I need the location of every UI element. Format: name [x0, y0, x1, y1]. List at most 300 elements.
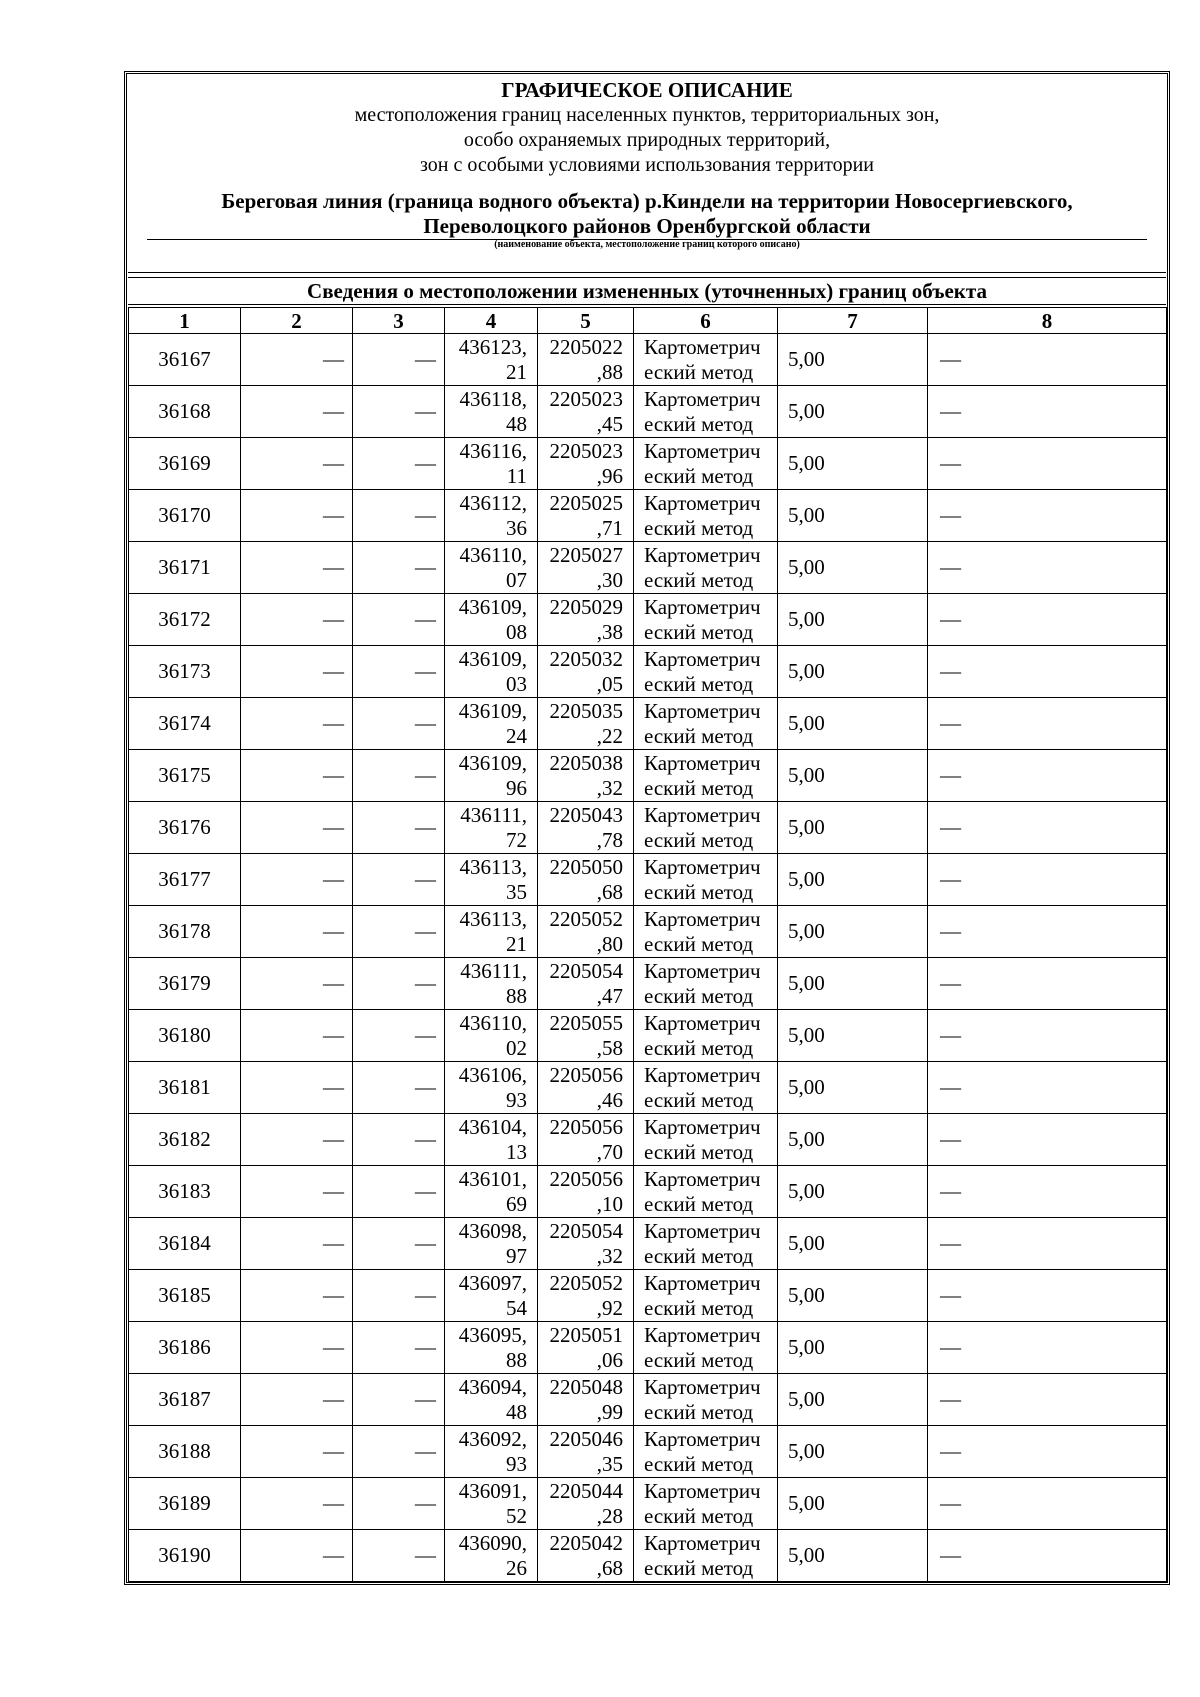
- coord-y-part: ,32: [596, 1243, 623, 1268]
- cell-col2: —: [241, 802, 353, 854]
- cell-col8: —: [928, 1426, 1167, 1478]
- accuracy: 5,00: [778, 646, 928, 698]
- cell-col3: —: [353, 1218, 445, 1270]
- point-number: 36187: [129, 1374, 241, 1426]
- coord-y-part: ,38: [596, 619, 623, 644]
- cell-col2: —: [241, 1166, 353, 1218]
- coord-y-part: 2205038: [549, 750, 623, 775]
- coord-x-part: 436104,: [458, 1114, 527, 1139]
- cell-col2: —: [241, 1010, 353, 1062]
- coord-y-part: ,47: [596, 983, 623, 1008]
- table-row: [129, 1166, 1167, 1218]
- coord-y-part: ,96: [596, 463, 623, 488]
- coord-x: [445, 1114, 538, 1166]
- method-part: еский метод: [644, 1243, 754, 1268]
- point-number: 36188: [129, 1426, 241, 1478]
- coord-x: [445, 1166, 538, 1218]
- point-number: 36185: [129, 1270, 241, 1322]
- table-row: [129, 386, 1167, 438]
- method: [634, 1478, 778, 1530]
- cell-col3: —: [353, 1166, 445, 1218]
- method: [634, 958, 778, 1010]
- accuracy: 5,00: [778, 490, 928, 542]
- cell-col2: —: [241, 1530, 353, 1582]
- coord-x-part: 88: [506, 1347, 527, 1372]
- method-part: еский метод: [644, 359, 754, 384]
- coord-y-part: 2205025: [549, 490, 623, 515]
- method-part: еский метод: [644, 931, 754, 956]
- coord-x-part: 08: [506, 619, 527, 644]
- coord-x-part: 69: [506, 1191, 527, 1216]
- method-part: Картометрич: [644, 1270, 761, 1295]
- accuracy: 5,00: [778, 958, 928, 1010]
- method-part: Картометрич: [644, 1010, 761, 1035]
- cell-col3: —: [353, 542, 445, 594]
- cell-col8: —: [928, 1062, 1167, 1114]
- object-name-line: Береговая линия (граница водного объекта) р.Киндели на территории Новосергиевского,: [221, 189, 1073, 213]
- cell-col8: —: [928, 1478, 1167, 1530]
- coord-y-part: 2205044: [549, 1478, 623, 1503]
- column-header: 5: [538, 308, 634, 334]
- point-number: 36177: [129, 854, 241, 906]
- cell-col3: —: [353, 1478, 445, 1530]
- method: [634, 1530, 778, 1582]
- point-number: 36176: [129, 802, 241, 854]
- coord-y-part: 2205035: [549, 698, 623, 723]
- method: [634, 438, 778, 490]
- accuracy: 5,00: [778, 1218, 928, 1270]
- table-row: [129, 1062, 1167, 1114]
- method-part: еский метод: [644, 723, 754, 748]
- document-title: ГРАФИЧЕСКОЕ ОПИСАНИЕ: [501, 78, 793, 102]
- coord-x-part: 436113,: [459, 854, 527, 879]
- coord-x: [445, 386, 538, 438]
- coord-y-part: 2205055: [549, 1010, 623, 1035]
- coord-x-part: 97: [506, 1243, 527, 1268]
- table-row: [129, 1270, 1167, 1322]
- coord-y: [538, 1530, 634, 1582]
- coord-x-part: 436109,: [458, 594, 527, 619]
- column-header: 8: [928, 308, 1167, 334]
- cell-col2: —: [241, 1062, 353, 1114]
- coord-x: [445, 1218, 538, 1270]
- cell-col8: —: [928, 1010, 1167, 1062]
- method: [634, 1218, 778, 1270]
- coord-y-part: ,46: [596, 1087, 623, 1112]
- method: [634, 1374, 778, 1426]
- method-part: еский метод: [644, 1347, 754, 1372]
- coord-x-part: 48: [506, 411, 527, 436]
- point-number: 36181: [129, 1062, 241, 1114]
- cell-col8: —: [928, 1374, 1167, 1426]
- coord-x-part: 436094,: [458, 1374, 527, 1399]
- method-part: Картометрич: [644, 386, 761, 411]
- coord-y: [538, 1114, 634, 1166]
- coord-y-part: ,10: [596, 1191, 623, 1216]
- cell-col8: —: [928, 1114, 1167, 1166]
- coord-y-part: ,92: [596, 1295, 623, 1320]
- cell-col8: —: [928, 750, 1167, 802]
- cell-col2: —: [241, 1374, 353, 1426]
- cell-col3: —: [353, 854, 445, 906]
- column-header: 3: [353, 308, 445, 334]
- coord-y: [538, 802, 634, 854]
- coord-y-part: 2205032: [549, 646, 623, 671]
- method-part: Картометрич: [644, 1374, 761, 1399]
- column-header: 7: [778, 308, 928, 334]
- cell-col2: —: [241, 958, 353, 1010]
- coord-x-part: 436090,: [458, 1530, 527, 1555]
- cell-col3: —: [353, 646, 445, 698]
- method-part: Картометрич: [644, 1426, 761, 1451]
- point-number: 36170: [129, 490, 241, 542]
- coord-x-part: 436109,: [458, 646, 527, 671]
- method-part: еский метод: [644, 567, 754, 592]
- method: [634, 1270, 778, 1322]
- cell-col8: —: [928, 958, 1167, 1010]
- accuracy: 5,00: [778, 334, 928, 386]
- table-row: [129, 906, 1167, 958]
- method-part: еский метод: [644, 463, 754, 488]
- coord-y-part: ,70: [596, 1139, 623, 1164]
- accuracy: 5,00: [778, 542, 928, 594]
- coord-y-part: 2205054: [549, 1218, 623, 1243]
- method: [634, 386, 778, 438]
- coord-x-part: 03: [506, 671, 527, 696]
- method-part: еский метод: [644, 827, 754, 852]
- coord-x: [445, 646, 538, 698]
- accuracy: 5,00: [778, 854, 928, 906]
- coord-x: [445, 854, 538, 906]
- table-row: [129, 1530, 1167, 1582]
- cell-col2: —: [241, 542, 353, 594]
- coord-y-part: 2205023: [549, 386, 623, 411]
- coord-y: [538, 854, 634, 906]
- point-number: 36182: [129, 1114, 241, 1166]
- cell-col2: —: [241, 854, 353, 906]
- cell-col8: —: [928, 594, 1167, 646]
- table-row: [129, 490, 1167, 542]
- coord-y-part: ,35: [596, 1451, 623, 1476]
- coord-x-part: 54: [506, 1295, 527, 1320]
- coord-y-part: ,68: [596, 1555, 623, 1580]
- point-number: 36168: [129, 386, 241, 438]
- coord-x: [445, 490, 538, 542]
- method-part: еский метод: [644, 775, 754, 800]
- coord-x: [445, 438, 538, 490]
- coord-x-part: 13: [506, 1139, 527, 1164]
- cell-col3: —: [353, 1062, 445, 1114]
- coord-x-part: 72: [506, 827, 527, 852]
- method-part: еский метод: [644, 1399, 754, 1424]
- coord-y-part: ,22: [596, 723, 623, 748]
- coord-x: [445, 750, 538, 802]
- cell-col8: —: [928, 646, 1167, 698]
- column-header: 2: [241, 308, 353, 334]
- coord-x: [445, 1062, 538, 1114]
- coord-x-part: 436091,: [458, 1478, 527, 1503]
- coord-x: [445, 802, 538, 854]
- accuracy: 5,00: [778, 1270, 928, 1322]
- method-part: еский метод: [644, 1555, 754, 1580]
- coord-y: [538, 438, 634, 490]
- coord-x: [445, 334, 538, 386]
- coord-x-part: 436112,: [459, 490, 527, 515]
- coord-x-part: 436110,: [459, 542, 527, 567]
- coord-y-part: 2205027: [549, 542, 623, 567]
- accuracy: 5,00: [778, 802, 928, 854]
- coord-y: [538, 698, 634, 750]
- table-row: [129, 1374, 1167, 1426]
- coord-y-part: 2205054: [549, 958, 623, 983]
- table-row: [129, 646, 1167, 698]
- coord-y-part: ,71: [596, 515, 623, 540]
- coord-y-part: ,06: [596, 1347, 623, 1372]
- method-part: еский метод: [644, 1035, 754, 1060]
- cell-col8: —: [928, 1166, 1167, 1218]
- cell-col8: —: [928, 802, 1167, 854]
- cell-col3: —: [353, 1114, 445, 1166]
- accuracy: 5,00: [778, 1114, 928, 1166]
- method-part: Картометрич: [644, 1478, 761, 1503]
- coord-y-part: 2205043: [549, 802, 623, 827]
- point-number: 36172: [129, 594, 241, 646]
- coord-x-part: 436106,: [458, 1062, 527, 1087]
- cell-col2: —: [241, 1114, 353, 1166]
- table-row: [129, 958, 1167, 1010]
- cell-col2: —: [241, 386, 353, 438]
- method-part: Картометрич: [644, 594, 761, 619]
- coord-x-part: 436123,: [458, 334, 527, 359]
- coord-y: [538, 1010, 634, 1062]
- coord-x-part: 26: [506, 1555, 527, 1580]
- cell-col2: —: [241, 1426, 353, 1478]
- point-number: 36178: [129, 906, 241, 958]
- method: [634, 334, 778, 386]
- cell-col2: —: [241, 750, 353, 802]
- coord-x-part: 436109,: [458, 698, 527, 723]
- cell-col8: —: [928, 698, 1167, 750]
- method-part: еский метод: [644, 1295, 754, 1320]
- coord-y-part: ,05: [596, 671, 623, 696]
- accuracy: 5,00: [778, 906, 928, 958]
- coord-y: [538, 386, 634, 438]
- table-row: [129, 438, 1167, 490]
- method-part: Картометрич: [644, 906, 761, 931]
- cell-col8: —: [928, 854, 1167, 906]
- coord-y-part: 2205052: [549, 1270, 623, 1295]
- method-part: еский метод: [644, 1087, 754, 1112]
- coord-x: [445, 594, 538, 646]
- cell-col8: —: [928, 1530, 1167, 1582]
- coord-x-part: 93: [506, 1087, 527, 1112]
- cell-col3: —: [353, 438, 445, 490]
- accuracy: 5,00: [778, 1166, 928, 1218]
- coord-y-part: ,28: [596, 1503, 623, 1528]
- method-part: еский метод: [644, 1451, 754, 1476]
- coord-x-part: 48: [506, 1399, 527, 1424]
- cell-col3: —: [353, 1322, 445, 1374]
- section-title: Сведения о местоположении измененных (уточненных) границ объекта: [128, 277, 1166, 305]
- point-number: 36167: [129, 334, 241, 386]
- table-row: [129, 1322, 1167, 1374]
- point-number: 36186: [129, 1322, 241, 1374]
- coord-y-part: ,88: [596, 359, 623, 384]
- cell-col2: —: [241, 334, 353, 386]
- coord-x-part: 96: [506, 775, 527, 800]
- cell-col3: —: [353, 1270, 445, 1322]
- method-part: Картометрич: [644, 1114, 761, 1139]
- coord-y-part: 2205029: [549, 594, 623, 619]
- method-part: Картометрич: [644, 958, 761, 983]
- method-part: еский метод: [644, 1139, 754, 1164]
- coord-y: [538, 1322, 634, 1374]
- method: [634, 1114, 778, 1166]
- coord-y: [538, 334, 634, 386]
- accuracy: 5,00: [778, 1426, 928, 1478]
- cell-col3: —: [353, 958, 445, 1010]
- coord-y-part: 2205051: [549, 1322, 623, 1347]
- accuracy: 5,00: [778, 1478, 928, 1530]
- coord-y-part: ,58: [596, 1035, 623, 1060]
- coord-x: [445, 1010, 538, 1062]
- accuracy: 5,00: [778, 698, 928, 750]
- method: [634, 802, 778, 854]
- cell-col2: —: [241, 698, 353, 750]
- coord-y-part: ,30: [596, 567, 623, 592]
- method: [634, 1062, 778, 1114]
- cell-col2: —: [241, 438, 353, 490]
- method-part: еский метод: [644, 619, 754, 644]
- cell-col3: —: [353, 594, 445, 646]
- cell-col2: —: [241, 1322, 353, 1374]
- method-part: Картометрич: [644, 542, 761, 567]
- coord-x: [445, 958, 538, 1010]
- coord-y-part: 2205022: [549, 334, 623, 359]
- coord-x: [445, 1374, 538, 1426]
- method-part: Картометрич: [644, 1322, 761, 1347]
- coord-x-part: 11: [506, 463, 527, 488]
- method-part: еский метод: [644, 515, 754, 540]
- coord-y-part: ,68: [596, 879, 623, 904]
- cell-col3: —: [353, 386, 445, 438]
- accuracy: 5,00: [778, 750, 928, 802]
- coord-y-part: ,78: [596, 827, 623, 852]
- document-header: [128, 75, 1166, 273]
- method: [634, 594, 778, 646]
- coord-y-part: 2205046: [549, 1426, 623, 1451]
- coordinates-table: [128, 307, 1167, 1582]
- coord-x-part: 21: [506, 359, 527, 384]
- cell-col3: —: [353, 802, 445, 854]
- coord-y: [538, 958, 634, 1010]
- coord-x-part: 436116,: [459, 438, 527, 463]
- table-row: [129, 854, 1167, 906]
- accuracy: 5,00: [778, 1374, 928, 1426]
- coord-y: [538, 490, 634, 542]
- accuracy: 5,00: [778, 1010, 928, 1062]
- coord-y: [538, 906, 634, 958]
- point-number: 36180: [129, 1010, 241, 1062]
- coord-x-part: 436118,: [459, 386, 527, 411]
- table-row: [129, 1478, 1167, 1530]
- coord-y-part: 2205042: [549, 1530, 623, 1555]
- table-row: [129, 698, 1167, 750]
- accuracy: 5,00: [778, 594, 928, 646]
- coord-x-part: 36: [506, 515, 527, 540]
- method-part: Картометрич: [644, 802, 761, 827]
- coord-x-part: 436113,: [459, 906, 527, 931]
- method: [634, 906, 778, 958]
- subtitle-line: местоположения границ населенных пунктов, территориальных зон,: [354, 104, 940, 126]
- coord-y: [538, 1478, 634, 1530]
- coord-x-part: 436110,: [459, 1010, 527, 1035]
- cell-col3: —: [353, 490, 445, 542]
- method-part: Картометрич: [644, 854, 761, 879]
- table-row: [129, 750, 1167, 802]
- method-part: еский метод: [644, 1191, 754, 1216]
- coord-x: [445, 1270, 538, 1322]
- cell-col2: —: [241, 1218, 353, 1270]
- coord-y-part: ,32: [596, 775, 623, 800]
- coord-y: [538, 1426, 634, 1478]
- coord-y-part: ,45: [596, 411, 623, 436]
- coord-x-part: 52: [506, 1503, 527, 1528]
- coord-y-part: 2205048: [549, 1374, 623, 1399]
- coord-y-part: 2205052: [549, 906, 623, 931]
- method-part: Картометрич: [644, 698, 761, 723]
- cell-col3: —: [353, 750, 445, 802]
- method-part: Картометрич: [644, 438, 761, 463]
- accuracy: 5,00: [778, 1062, 928, 1114]
- cell-col2: —: [241, 646, 353, 698]
- coord-x: [445, 542, 538, 594]
- method: [634, 750, 778, 802]
- accuracy: 5,00: [778, 386, 928, 438]
- point-number: 36174: [129, 698, 241, 750]
- cell-col3: —: [353, 906, 445, 958]
- method: [634, 1166, 778, 1218]
- coord-y-part: ,99: [596, 1399, 623, 1424]
- method-part: еский метод: [644, 879, 754, 904]
- method: [634, 490, 778, 542]
- cell-col8: —: [928, 386, 1167, 438]
- point-number: 36171: [129, 542, 241, 594]
- coord-x: [445, 906, 538, 958]
- coord-y-part: ,80: [596, 931, 623, 956]
- method: [634, 854, 778, 906]
- column-header: 1: [129, 308, 241, 334]
- coord-y: [538, 1218, 634, 1270]
- point-number: 36189: [129, 1478, 241, 1530]
- point-number: 36175: [129, 750, 241, 802]
- coord-y-part: 2205056: [549, 1062, 623, 1087]
- object-name-line: Переволоцкого районов Оренбургской области: [423, 214, 871, 238]
- coord-x-part: 93: [506, 1451, 527, 1476]
- method-part: Картометрич: [644, 750, 761, 775]
- cell-col8: —: [928, 906, 1167, 958]
- table-row: [129, 1010, 1167, 1062]
- coord-x: [445, 1530, 538, 1582]
- table-row: [129, 1218, 1167, 1270]
- point-number: 36179: [129, 958, 241, 1010]
- method-part: еский метод: [644, 671, 754, 696]
- cell-col8: —: [928, 1270, 1167, 1322]
- method-part: Картометрич: [644, 334, 761, 359]
- cell-col2: —: [241, 490, 353, 542]
- coord-x-part: 436101,: [458, 1166, 527, 1191]
- cell-col2: —: [241, 1270, 353, 1322]
